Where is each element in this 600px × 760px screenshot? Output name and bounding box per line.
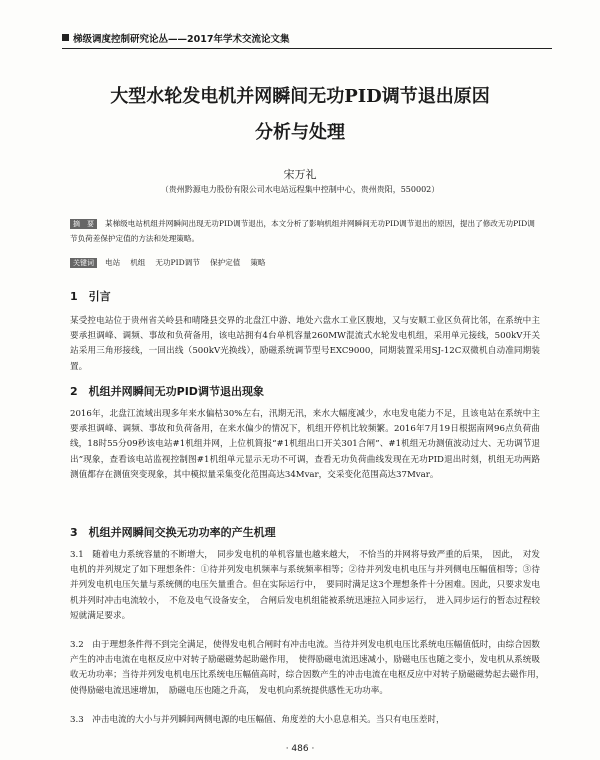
- keyword: 策略: [250, 258, 266, 267]
- keywords-label: 关键词: [70, 258, 97, 268]
- keywords: [70, 256, 540, 270]
- abstract: [70, 216, 540, 246]
- running-header: [62, 34, 552, 49]
- section-3-paragraph-2: 3.2 由于理想条件得不到完全满足，使得发电机合闸时有冲击电流。当待并列发电机电压比系统电压幅值低时，由综合因数产生的冲击电流在电枢反应中对转子励磁磁势起助磁作用， 使得励磁电流迅速减小，励磁电压也随之变小，发电机从系统吸收无功功率；当待并列发电机电压比系统电压幅值高时，综合因数产生的冲击电流在电枢反应中对转子励磁磁势起去磁作用， 使得励磁电流迅速增加， 励磁电压也随之升高， 发电机向系统提供感性无功功率。: [70, 640, 549, 696]
- header-text: 梯级调度控制研究论丛——2017年学术交流论文集: [73, 34, 290, 45]
- title-line-2: 分析与处理: [255, 122, 345, 143]
- page-number: · 486 ·: [285, 744, 315, 754]
- keyword: 保护定值: [209, 258, 241, 267]
- author: 宋万礼: [283, 168, 317, 181]
- header-square-icon: [62, 34, 69, 41]
- keyword: 电站: [105, 258, 121, 267]
- section-2-paragraph: 2016年，北盘江流域出现多年来水偏枯30%左右，汛期无汛，来水大幅度减少，水电发电能力不足，且该电站在系统中主要承担调峰、调频、事故和负荷备用，在来水偏少的情况下，机组开停机比较频繁。2016年7月19日根据南网96点负荷曲线，18时55分09秒该电站#1机组并网，上位机简报“#1机组出口开关301合闸”、#1机组无功测值波动过大、无功调节退出”现象，查看该电站监视控制图#1机组单元显示无功不可调，查看无功负荷曲线发现在无功PID退出时刻，机组无功两路测值都存在测值突变现象，其中模拟量采集变化范围高达34Mvar，交采变化范围高达37Mvar。: [70, 409, 540, 480]
- section-3-paragraph-1: 3.1 随着电力系统容量的不断增大， 同步发电机的单机容量也越来越大， 不恰当的并网将导致严重的后果， 因此， 对发电机的并列规定了如下理想条件：①待并列发电机频率与系统频率相等；②待并列发电机电压与并列侧电压幅值相等；③待并列发电机电压矢量与系统侧的电压矢量重合。但在实际运行中， 要同时满足这3个理想条件十分困难。因此，只要求发电机并列时冲击电流较小， 不危及电气设备安全， 合闸后发电机组能被系统迅速拉入同步运行， 进入同步运行的暂态过程较短就满足要求。: [70, 550, 540, 621]
- section-1-heading: 1 引言: [70, 290, 111, 303]
- keyword: 无功PID调节: [155, 258, 200, 267]
- title-line-1: 大型水轮发电机并网瞬间无功PID调节退出原因: [110, 86, 490, 107]
- section-3-paragraph-3: 3.3 冲击电流的大小与并列瞬间两侧电源的电压幅值、角度差的大小息息相关。当只有电压差时，: [70, 715, 445, 725]
- section-2-heading: 2 机组并网瞬间无功PID调节退出现象: [70, 385, 264, 398]
- affiliation: （贵州黔源电力股份有限公司水电站远程集中控制中心，贵州贵阳，550002）: [160, 185, 440, 194]
- section-1-paragraph: 某受控电站位于贵州省关岭县和晴隆县交界的北盘江中游、地处六盘水工业区腹地，又与安顺工业区负荷比邻，在系统中主要承担调峰、调频、事故和负荷备用，该电站拥有4台单机容量260MW混流式水轮发电机组，采用单元接线，500kV开关站采用三角形接线，一回出线（500kV光换线），励磁系统调节型号EXC9000，同期装置采用SJ-12C双微机自动准同期装置。: [70, 316, 540, 372]
- abstract-label: 摘 要: [70, 219, 97, 229]
- keyword: 机组: [130, 258, 146, 267]
- abstract-text: 某梯级电站机组并网瞬间出现无功PID调节退出，本文分析了影响机组并网瞬间无功PID调节退出的原因，提出了修改无功PID调节负荷差保护定值的方法和处理策略。: [70, 219, 535, 243]
- section-3-heading: 3 机组并网瞬间交换无功功率的产生机理: [70, 526, 276, 539]
